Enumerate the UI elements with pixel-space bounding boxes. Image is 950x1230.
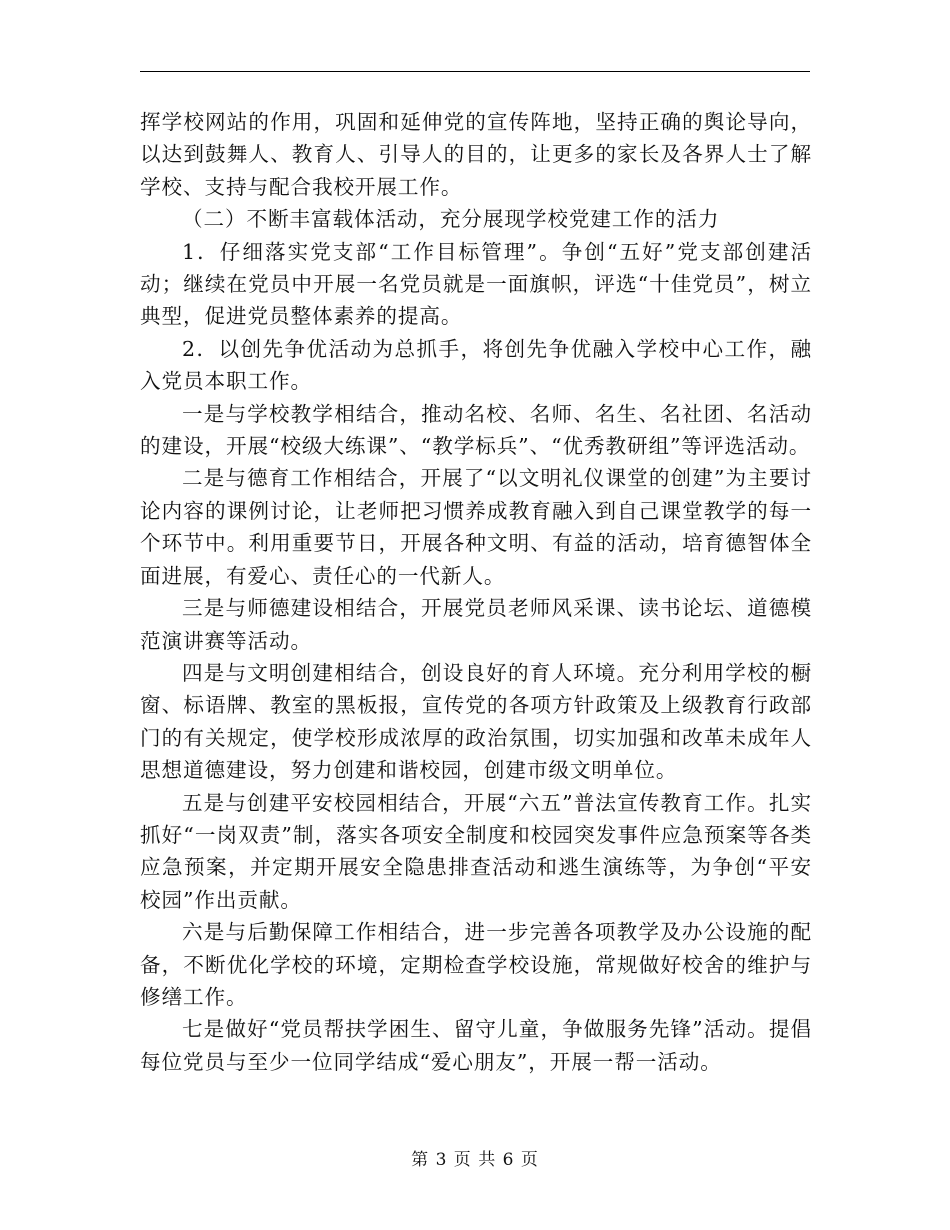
body-text (140, 106, 812, 1078)
page-number-footer: 第 3 页 共 6 页 (411, 1150, 539, 1170)
paragraph: 六是与后勤保障工作相结合，进一步完善各项教学及办公设施的配备，不断优化学校的环境，定期检查学校设施，常规做好校舍的维护与修缮工作。 (140, 920, 812, 1009)
paragraph: 二是与德育工作相结合，开展了“以文明礼仪课堂的创建”为主要讨论内容的课例讨论，让老师把习惯养成教育融入到自己课堂教学的每一个环节中。利用重要节日，开展各种文明、有益的活动，培育德智体全面进展，有爱心、责任心的一代新人。 (140, 466, 812, 588)
paragraph: 五是与创建平安校园相结合，开展“六五”普法宣传教育工作。扎实抓好“一岗双责”制，落实各项安全制度和校园突发事件应急预案等各类应急预案，并定期开展安全隐患排查活动和逃生演练等，为争创“平安校园”作出贡献。 (140, 790, 812, 912)
paragraph: 三是与师德建设相结合，开展党员老师风采课、读书论坛、道德模范演讲赛等活动。 (140, 596, 812, 653)
paragraph: 七是做好“党员帮扶学困生、留守儿童，争做服务先锋”活动。提倡每位党员与至少一位同学结成“爱心朋友”，开展一帮一活动。 (140, 1017, 812, 1074)
section-heading: （二）不断丰富载体活动，充分展现学校党建工作的活力 (182, 207, 720, 232)
paragraph: 挥学校网站的作用，巩固和延伸党的宣传阵地，坚持正确的舆论导向，以达到鼓舞人、教育人、引导人的目的，让更多的家长及各界人士了解学校、支持与配合我校开展工作。 (140, 110, 812, 199)
paragraph: 四是与文明创建相结合，创设良好的育人环境。充分利用学校的橱窗、标语牌、教室的黑板报，宣传党的各项方针政策及上级教育行政部门的有关规定，使学校形成浓厚的政治氛围，切实加强和改革未成年人思想道德建设，努力创建和谐校园，创建市级文明单位。 (140, 660, 812, 783)
paragraph: 1．仔细落实党支部“工作目标管理”。争创“五好”党支部创建活动；继续在党员中开展一名党员就是一面旗帜，评选“十佳党员”，树立典型，促进党员整体素养的提高。 (140, 239, 812, 329)
header-rule (140, 71, 810, 72)
paragraph: 2．以创先争优活动为总抓手，将创先争优融入学校中心工作，融入党员本职工作。 (140, 336, 812, 394)
paragraph: 一是与学校教学相结合，推动名校、名师、名生、名社团、名活动的建设，开展“校级大练课”、“教学标兵”、“优秀教研组”等评选活动。 (140, 401, 812, 459)
